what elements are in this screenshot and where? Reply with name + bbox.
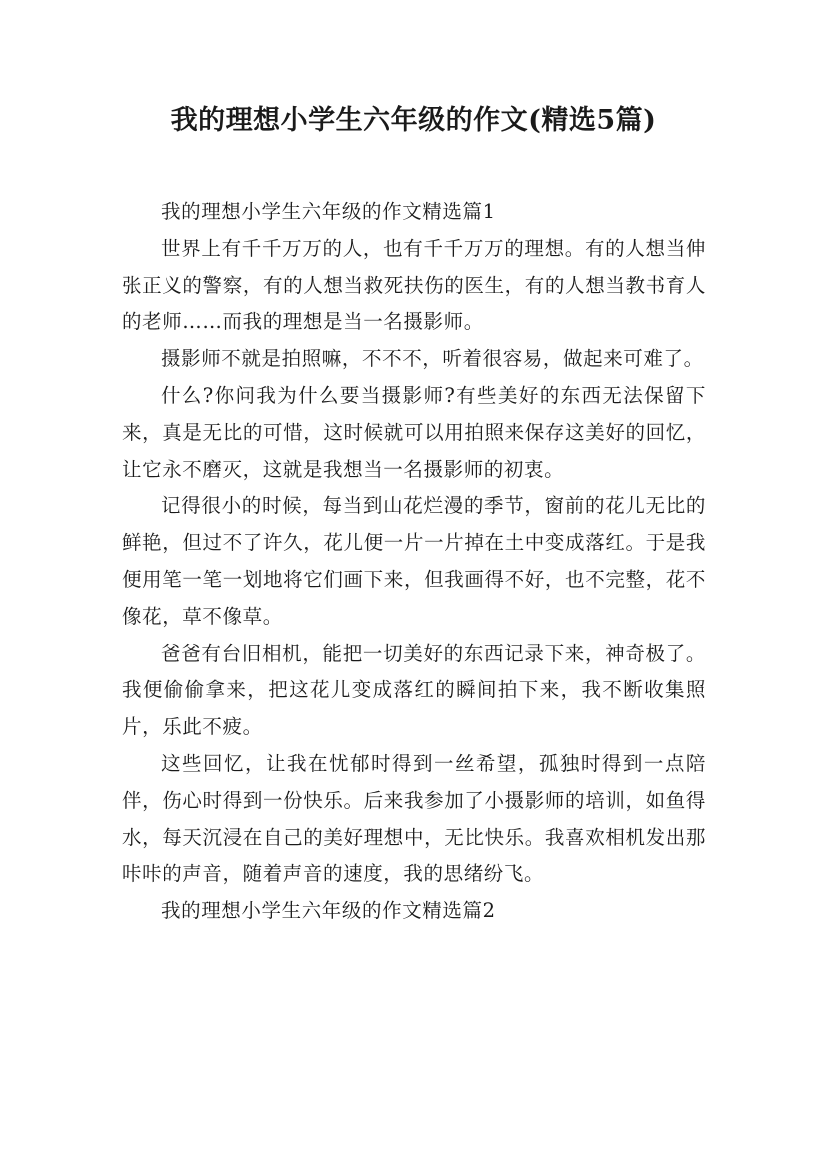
section-heading-1: 我的理想小学生六年级的作文精选篇1	[161, 200, 496, 223]
paragraph: 爸爸有台旧相机，能把一切美好的东西记录下来，神奇极了。我便偷偷拿来，把这花儿变成落红的瞬间拍下来，我不断收集照片，乐此不疲。	[122, 641, 706, 739]
document-title: 我的理想小学生六年级的作文(精选5篇)	[170, 105, 657, 136]
paragraph: 摄影师不就是拍照嘛，不不不，听着很容易，做起来可难了。	[161, 347, 704, 371]
section-heading-2: 我的理想小学生六年级的作文精选篇2	[161, 899, 496, 923]
paragraph: 记得很小的时候，每当到山花烂漫的季节，窗前的花儿无比的鲜艳，但过不了许久，花儿便一片一片掉在土中变成落红。于是我便用笔一笔一划地将它们画下来，但我画得不好，也不完整，花不像花，草不像草。	[122, 494, 706, 628]
paragraph: 世界上有千千万万的人，也有千千万万的理想。有的人想当伸张正义的警察，有的人想当救死扶伤的医生，有的人想当教书育人的老师……而我的理想是当一名摄影师。	[122, 236, 706, 334]
paragraph: 这些回忆，让我在忧郁时得到一丝希望，孤独时得到一点陪伴，伤心时得到一份快乐。后来我参加了小摄影师的培训，如鱼得水，每天沉浸在自己的美好理想中，无比快乐。我喜欢相机发出那咔咔的声音，随着声音的速度，我的思绪纷飞。	[122, 751, 706, 886]
paragraph: 什么?你问我为什么要当摄影师?有些美好的东西无法保留下来，真是无比的可惜，这时候就可以用拍照来保存这美好的回忆，让它永不磨灭，这就是我想当一名摄影师的初衷。	[122, 383, 706, 481]
document-body	[122, 194, 706, 930]
